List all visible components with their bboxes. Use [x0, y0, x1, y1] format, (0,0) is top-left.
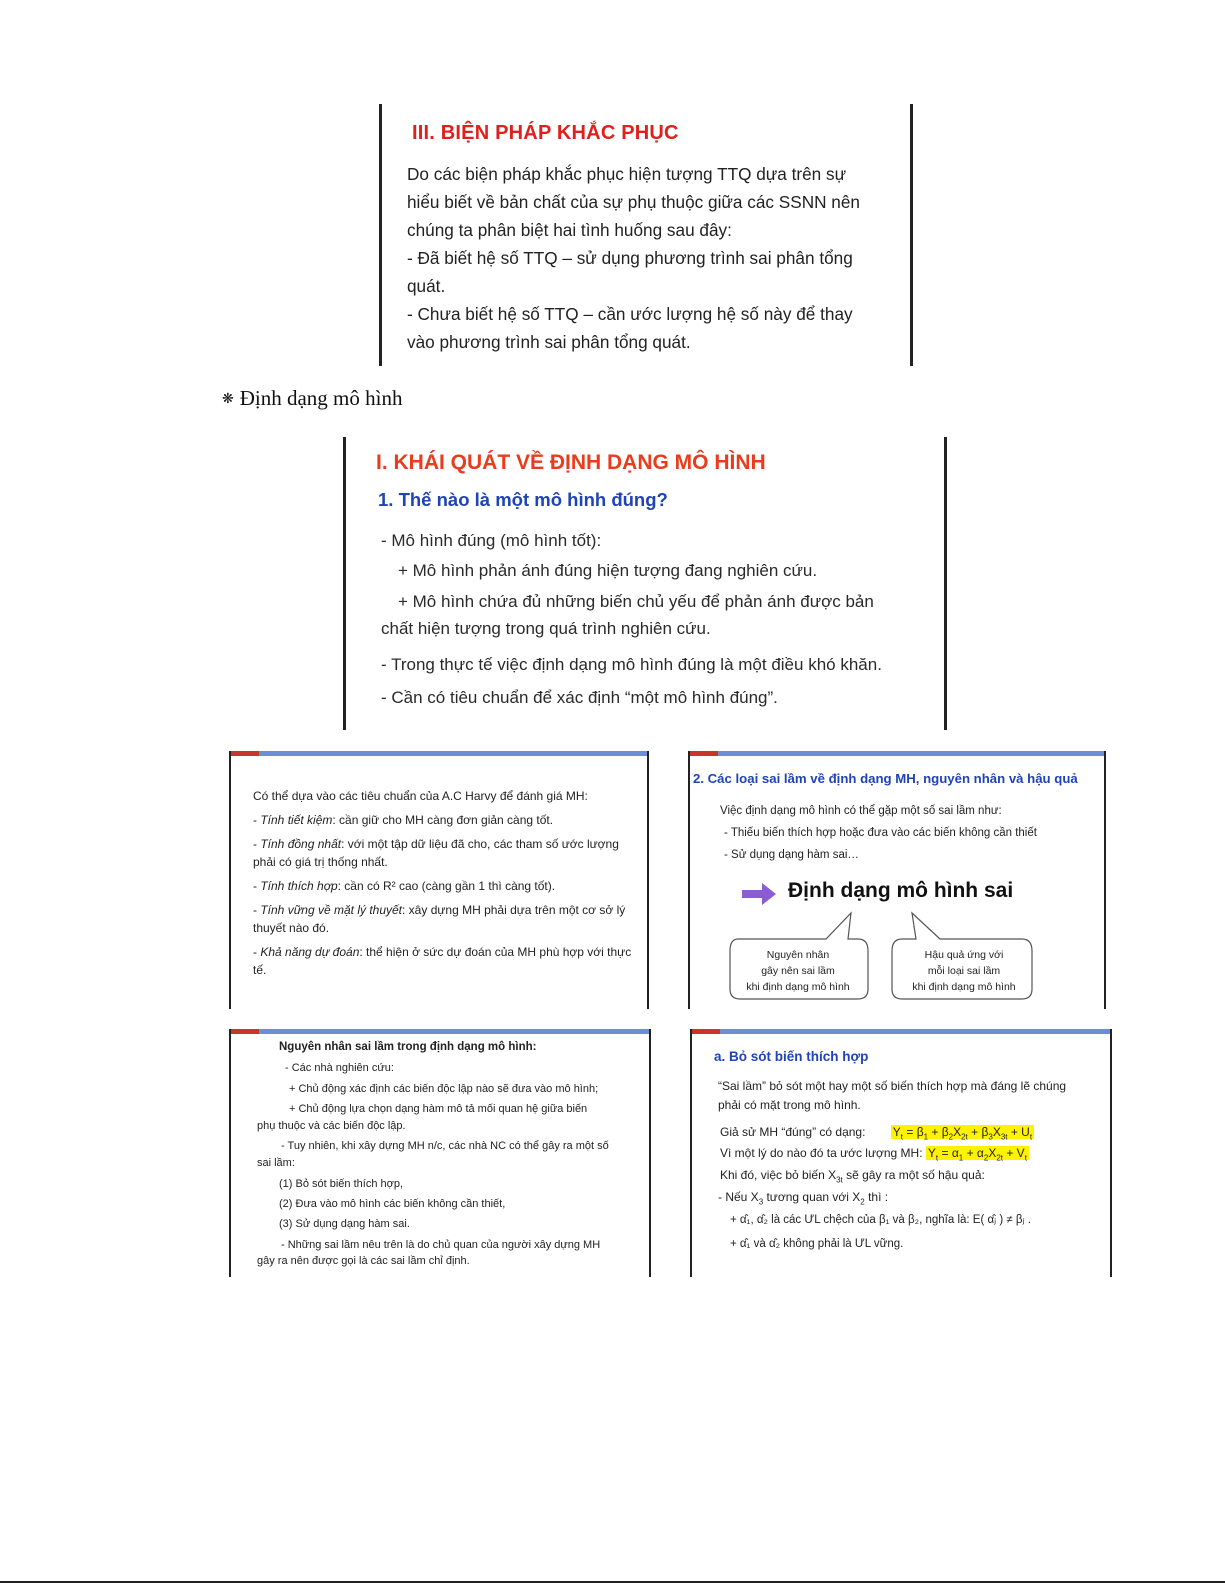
- body-line: phải có mặt trong mô hình.: [718, 1098, 861, 1112]
- body-line: sai lầm:: [257, 1157, 295, 1169]
- slide-nguyen-nhan: [229, 1029, 651, 1277]
- criterion-text: : xây dựng MH phải dựa trên một cơ sở lý thuyết nào đó.: [253, 903, 626, 935]
- asterisk-bullet-icon: ❋: [222, 392, 234, 407]
- slide-body: [253, 787, 638, 985]
- body-line: + Chủ động lựa chọn dạng hàm mô tả mối quan hệ giữa biến: [289, 1103, 588, 1115]
- slide-title: III. BIỆN PHÁP KHẮC PHỤC: [412, 122, 679, 144]
- slide-body: [229, 1029, 651, 1277]
- criterion-item: - Khả năng dự đoán: thể hiện ở sức dự đoán của MH phù hợp với thực tế.: [253, 945, 632, 977]
- slide-tieu-chuan-harvy: [229, 751, 649, 1009]
- intro-text: Việc định dạng mô hình có thể gặp một số sai lầm như:: [720, 805, 1002, 817]
- callout-line: Nguyên nhân: [766, 949, 830, 961]
- callout-line: Hậu quả ứng với: [924, 949, 1004, 961]
- text-part: Khi đó, việc bỏ biến X: [720, 1168, 837, 1182]
- section-heading-text: Định dạng mô hình: [239, 386, 403, 410]
- body-line: phụ thuộc và các biến độc lập.: [257, 1120, 406, 1132]
- slide-top-bar: [229, 751, 649, 756]
- body-line: - Các nhà nghiên cứu:: [285, 1062, 394, 1074]
- emphasis-text: Định dạng mô hình sai: [788, 879, 1014, 902]
- criterion-text: : cần giữ cho MH càng đơn giản càng tốt.: [332, 813, 554, 827]
- criterion-text: : thể hiện ở sức dự đoán của MH phù hợp với thực tế.: [253, 945, 632, 977]
- body-line: + Mô hình chứa đủ những biến chủ yếu để phản ánh được bản: [398, 592, 874, 611]
- body-line: “Sai lầm” bỏ sót một hay một số biến thích hợp mà đáng lẽ chúng: [718, 1079, 1067, 1093]
- true-model-equation: $Y_t = \beta_1 + \beta_2X_{2t} + \beta_3X_{3t} + U_t$: [892, 1125, 1033, 1142]
- equation-line: [720, 1125, 1034, 1141]
- criterion-item: - Tính tiết kiệm: cần giữ cho MH càng đơn giản càng tốt.: [253, 813, 554, 827]
- subscript: 3t: [836, 1175, 843, 1185]
- callout-cause: [734, 947, 862, 995]
- slide-heading: a. Bỏ sót biến thích hợp: [714, 1049, 869, 1064]
- callout-line: khi định dạng mô hình: [746, 981, 850, 993]
- body-line: vào phương trình sai phân tổng quát.: [407, 332, 691, 352]
- body-line: [720, 1168, 985, 1184]
- callout-line: gây nên sai lầm: [761, 965, 835, 977]
- criterion-term: Khả năng dự đoán: [260, 945, 360, 959]
- body-line: (2) Đưa vào mô hình các biến không cần thiết,: [279, 1198, 506, 1210]
- slide-heading: 2. Các loại sai lầm về định dạng MH, nguyên nhân và hậu quả: [693, 771, 1078, 786]
- body-line: + α̂₁ và α̂₂ không phải là ƯL vững.: [730, 1238, 904, 1250]
- intro-text: Có thể dựa vào các tiêu chuẩn của A.C Harvy để đánh giá MH:: [253, 789, 588, 803]
- slide-khai-quat: [343, 437, 947, 730]
- text-part: thì :: [864, 1190, 889, 1204]
- body-line: + Mô hình phản ánh đúng hiện tượng đang nghiên cứu.: [398, 561, 818, 580]
- body-line: hiểu biết về bản chất của sự phụ thuộc giữa các SSNN nên: [407, 192, 860, 212]
- equation-line: [720, 1146, 1029, 1162]
- list-item: - Thiếu biến thích hợp hoặc đưa vào các biến không cần thiết: [724, 827, 1037, 839]
- criterion-item: - Tính thích hợp: cần có R² cao (càng gần 1 thì càng tốt).: [253, 879, 556, 893]
- body-line: - Chưa biết hệ số TTQ – cần ước lượng hệ số này để thay: [407, 304, 853, 324]
- body-line: (1) Bỏ sót biến thích hợp,: [279, 1178, 404, 1190]
- body-line: - Cần có tiêu chuẩn để xác định “một mô hình đúng”.: [381, 688, 778, 707]
- list-item: - Sử dụng dạng hàm sai…: [724, 849, 859, 861]
- callout-line: khi định dạng mô hình: [912, 981, 1016, 993]
- slide-heading: Nguyên nhân sai lầm trong định dạng mô hình:: [279, 1041, 537, 1053]
- subscript: 3: [758, 1197, 764, 1207]
- criterion-term: Tính đồng nhất: [260, 837, 342, 851]
- slide-bo-sot-bien: [690, 1029, 1112, 1277]
- equation-label: Vì một lý do nào đó ta ước lượng MH:: [720, 1146, 923, 1160]
- text-part: - Nếu X: [718, 1190, 759, 1204]
- estimated-model-equation: $Y_t = \alpha_1 + \alpha_2X_{2t} + V_t$: [927, 1146, 1027, 1163]
- criterion-term: Tính tiết kiệm: [260, 813, 333, 827]
- callout-consequence: [896, 947, 1032, 995]
- criterion-text: : với một tập dữ liệu đã cho, các tham số ước lượng phải có giá trị thống nhất.: [253, 837, 619, 869]
- page-bottom-rule: [0, 1581, 1225, 1583]
- body-line: (3) Sử dụng dạng hàm sai.: [279, 1218, 410, 1230]
- body-line: - Trong thực tế việc định dạng mô hình đúng là một điều khó khăn.: [381, 655, 882, 674]
- body-line: - Những sai lầm nêu trên là do chủ quan của người xây dựng MH: [281, 1239, 601, 1251]
- slide-title: I. KHÁI QUÁT VỀ ĐỊNH DẠNG MÔ HÌNH: [376, 451, 766, 474]
- body-line: chất hiện tượng trong quá trình nghiên cứu.: [381, 619, 711, 638]
- slide-top-bar: [690, 1029, 1112, 1034]
- body-line: chúng ta phân biệt hai tình huống sau đây:: [407, 220, 732, 240]
- section-heading: [222, 386, 402, 411]
- body-line: Do các biện pháp khắc phục hiện tượng TTQ dựa trên sự: [407, 164, 847, 184]
- callout-line: mỗi loại sai lầm: [927, 965, 1001, 977]
- body-line: + Chủ động xác định các biến độc lập nào sẽ đưa vào mô hình;: [289, 1083, 599, 1095]
- body-line: - Đã biết hệ số TTQ – sử dụng phương trình sai phân tổng: [407, 248, 853, 268]
- slide-subtitle: 1. Thế nào là một mô hình đúng?: [378, 489, 668, 510]
- text-part: tương quan với X: [763, 1190, 861, 1204]
- body-line: [718, 1190, 888, 1206]
- equation-label: Giả sử MH “đúng” có dạng:: [720, 1125, 866, 1139]
- slide-body: [407, 160, 897, 356]
- slide-cac-loai-sai-lam: [688, 751, 1106, 1009]
- criterion-text: : cần có R² cao (càng gần 1 thì càng tốt).: [337, 879, 556, 893]
- body-line: quát.: [407, 276, 446, 296]
- right-arrow-icon: [742, 883, 776, 905]
- body-line: - Tuy nhiên, khi xây dựng MH n/c, các nhà NC có thể gây ra một số: [281, 1140, 609, 1152]
- criterion-item: - Tính vững về mặt lý thuyết: xây dựng MH phải dựa trên một cơ sở lý thuyết nào đó.: [253, 903, 626, 935]
- body-line: + α̂₁, α̂₂ là các ƯL chệch của β₁ và β₂, nghĩa là: E( α̂ⱼ ) ≠ βⱼ .: [730, 1214, 1031, 1226]
- criterion-term: Tính vững về mặt lý thuyết: [260, 903, 403, 917]
- slide-bien-phap-khac-phuc: [379, 104, 913, 366]
- slide-top-bar: [688, 751, 1106, 756]
- body-line: - Mô hình đúng (mô hình tốt):: [381, 531, 602, 550]
- criterion-item: - Tính đồng nhất: với một tập dữ liệu đã cho, các tham số ước lượng phải có giá trị thống nhất.: [253, 837, 619, 869]
- body-line: gây ra nên được gọi là các sai lầm chỉ định.: [257, 1255, 470, 1267]
- text-part: sẽ gây ra một số hậu quả:: [842, 1168, 985, 1182]
- criterion-term: Tính thích hợp: [260, 879, 338, 893]
- subscript: 2: [860, 1197, 865, 1207]
